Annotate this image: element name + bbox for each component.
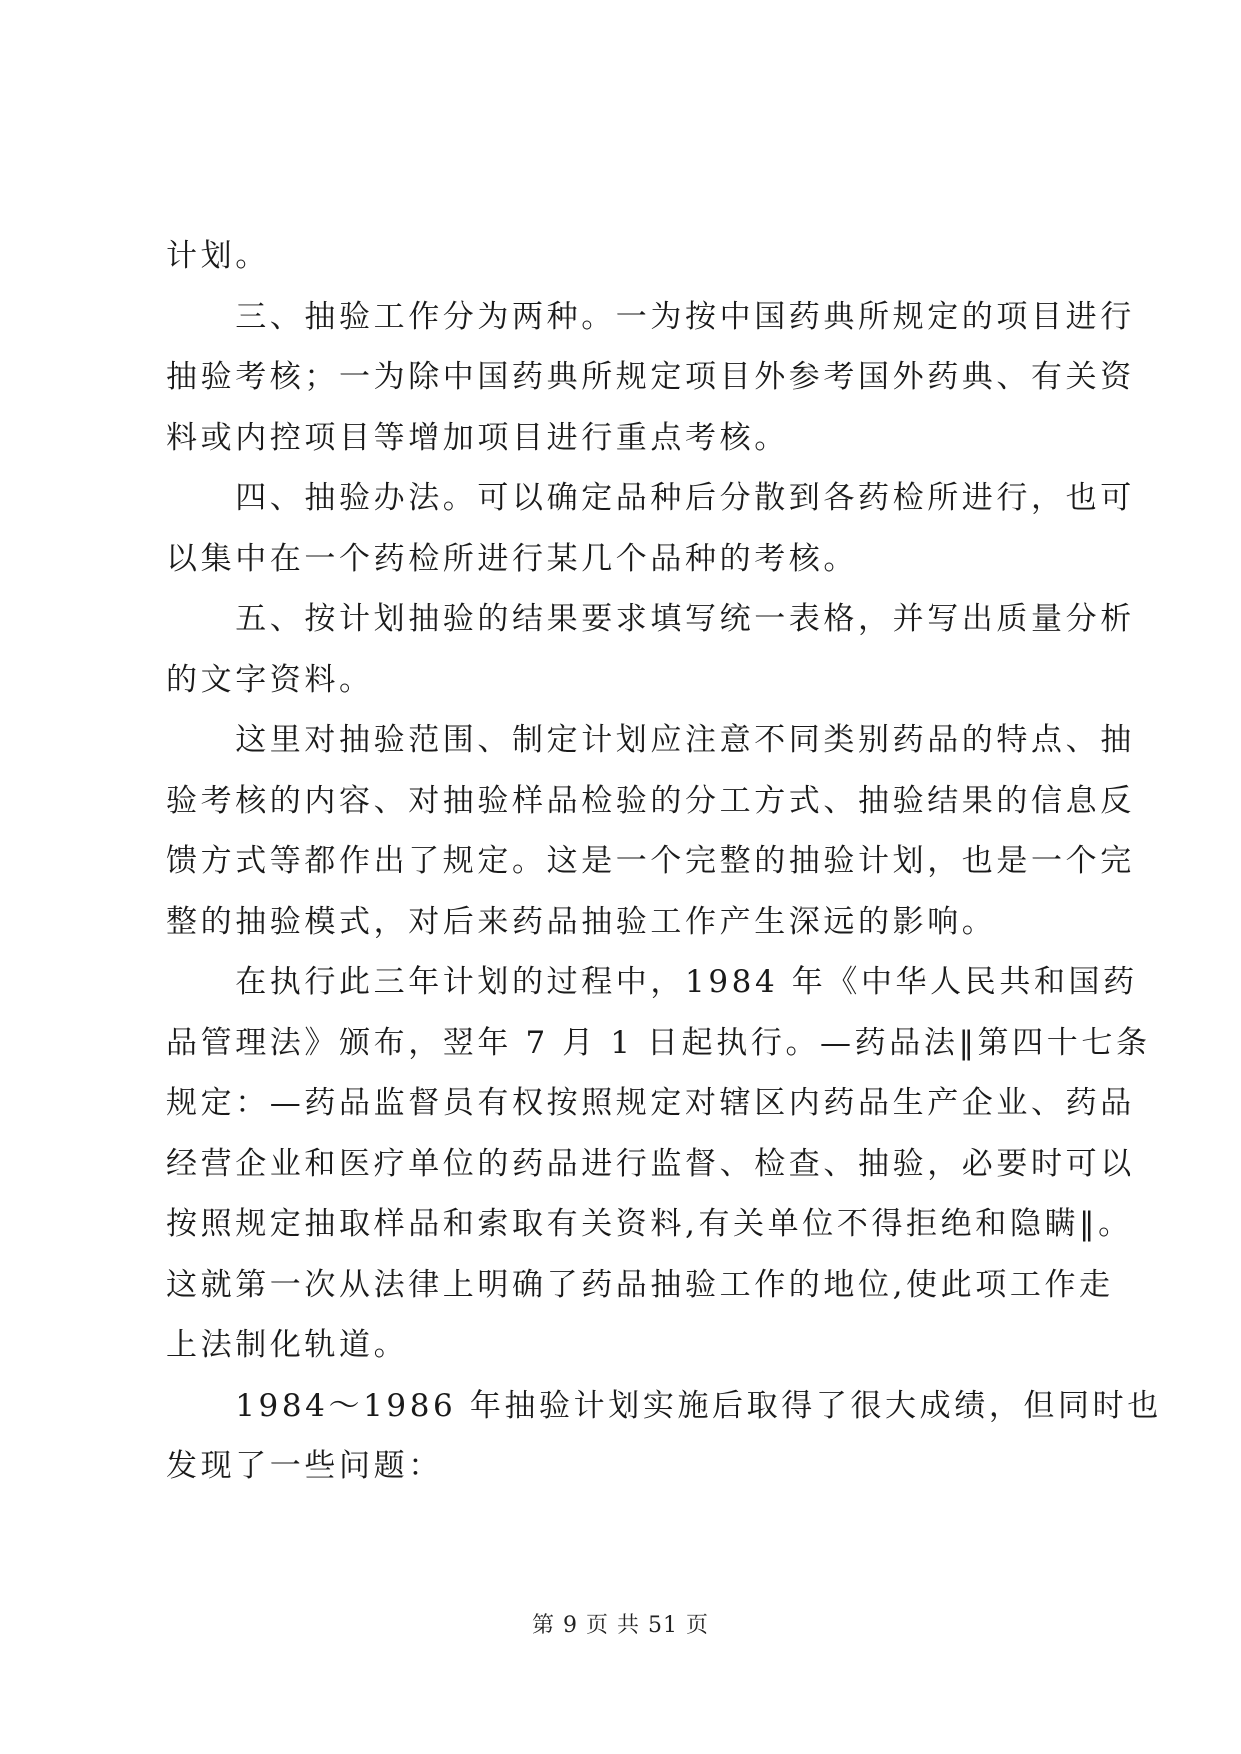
text-line: 整的抽验模式，对后来药品抽验工作产生深远的影响。 [166, 903, 997, 940]
document-body [166, 226, 1162, 1497]
text-line: 三、抽验工作分为两种。一为按中国药典所规定的项目进行 [166, 298, 1135, 335]
text-line: 这里对抽验范围、制定计划应注意不同类别药品的特点、抽 [166, 722, 1135, 758]
text-line: 抽验考核；一为除中国药典所规定项目外参考国外药典、有关资 [166, 359, 1135, 395]
text-line: 品管理法》颁布，翌年 7 月 1 日起执行。—药品法‖第四十七条 [166, 1024, 1151, 1061]
text-line: 四、抽验办法。可以确定品种后分散到各药检所进行，也可 [166, 480, 1135, 516]
page-footer: 第 9 页 共 51 页 [532, 1613, 709, 1638]
text-line: 在执行此三年计划的过程中，1984 年《中华人民共和国药 [166, 964, 1138, 1000]
text-line: 1984～1986 年抽验计划实施后取得了很大成绩，但同时也 [166, 1387, 1162, 1424]
text-line: 规定：—药品监督员有权按照规定对辖区内药品生产企业、药品 [166, 1085, 1135, 1121]
text-line: 五、按计划抽验的结果要求填写统一表格，并写出质量分析 [166, 601, 1135, 637]
text-line: 发现了一些问题： [166, 1448, 443, 1484]
text-line: 的文字资料。 [166, 661, 374, 698]
body-paragraph [166, 226, 1162, 1497]
text-line: 验考核的内容、对抽验样品检验的分工方式、抽验结果的信息反 [166, 782, 1135, 819]
text-line: 上法制化轨道。 [166, 1327, 409, 1363]
text-line: 计划。 [166, 238, 270, 274]
text-line: 料或内控项目等增加项目进行重点考核。 [166, 419, 789, 456]
text-line: 这就第一次从法律上明确了药品抽验工作的地位,使此项工作走 [166, 1266, 1114, 1303]
text-line: 按照规定抽取样品和索取有关资料,有关单位不得拒绝和隐瞒‖。 [166, 1206, 1133, 1242]
text-line: 以集中在一个药检所进行某几个品种的考核。 [166, 540, 858, 577]
text-line: 馈方式等都作出了规定。这是一个完整的抽验计划，也是一个完 [166, 843, 1135, 879]
text-line: 经营企业和医疗单位的药品进行监督、检查、抽验，必要时可以 [166, 1145, 1135, 1182]
